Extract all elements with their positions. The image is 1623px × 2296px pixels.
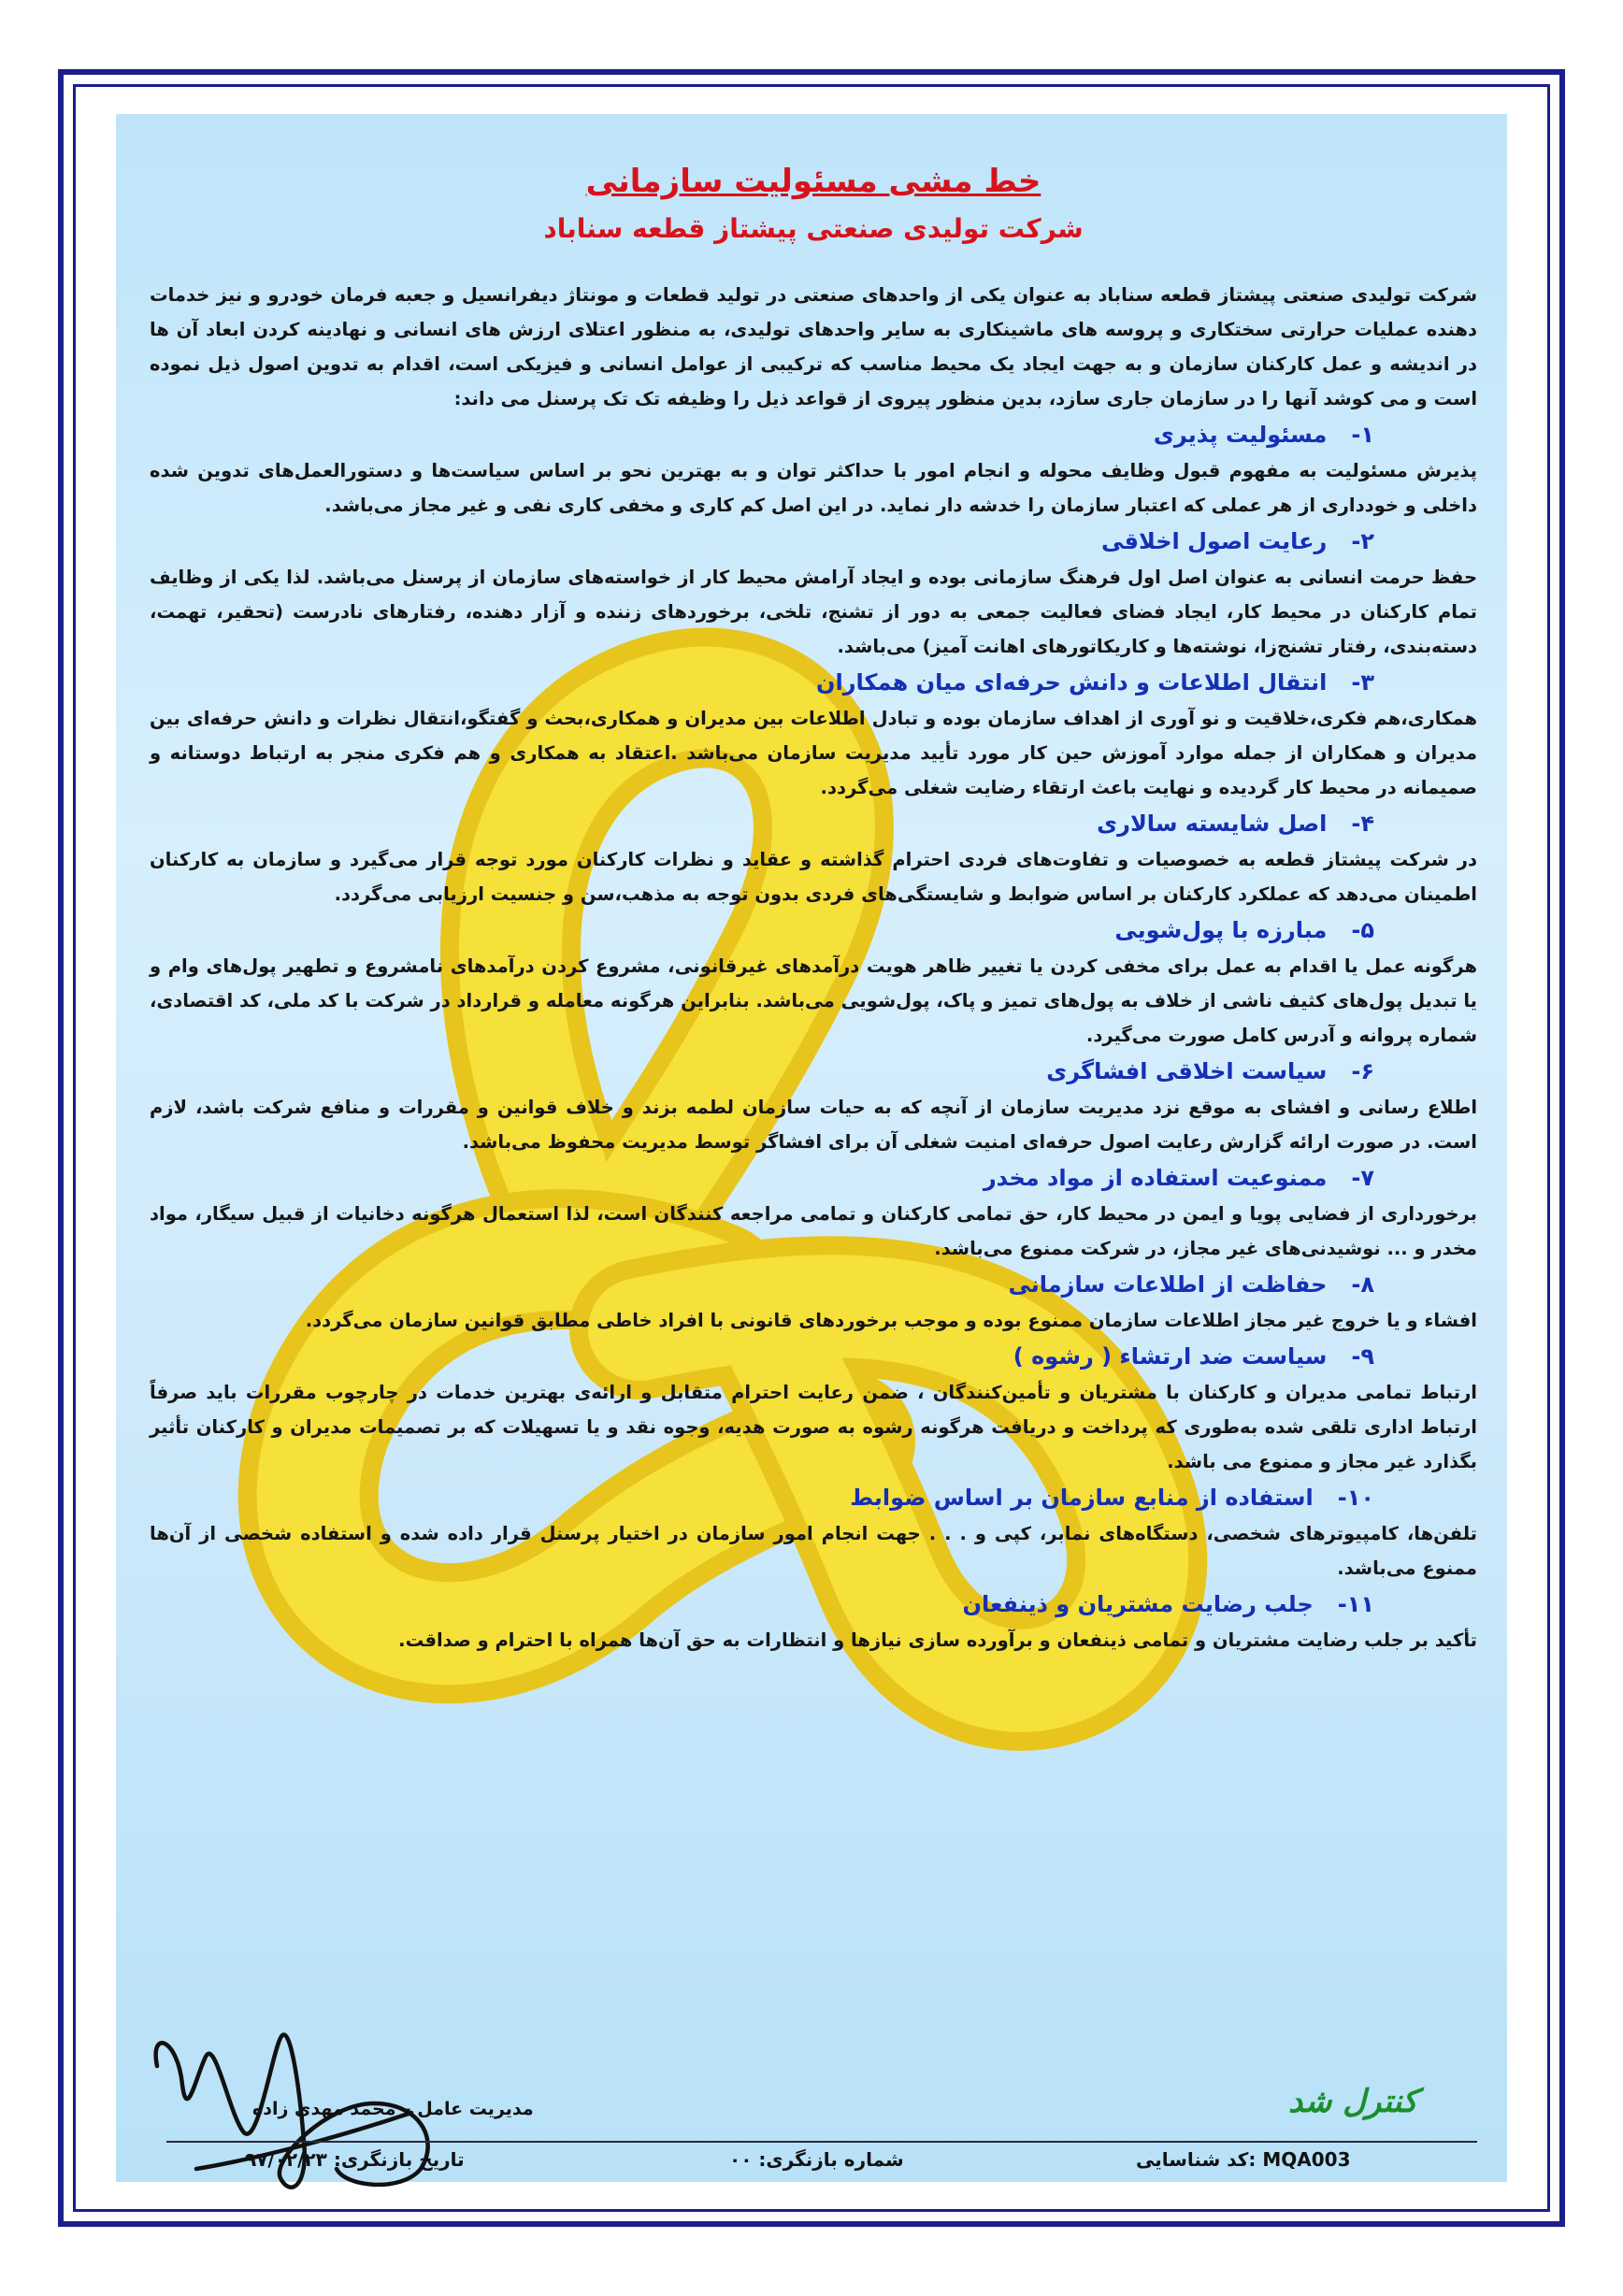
section-title: مسئولیت پذیری	[1153, 422, 1328, 448]
section-heading	[150, 811, 1374, 837]
section-number: ۱۱-	[1337, 1591, 1374, 1617]
revision-date: تاریخ بازنگری: ۹۷/۰۲/۲۳	[245, 2148, 465, 2171]
section-body: تلفن‌ها، کامپیوترهای شخصی، دستگاه‌های نمابر، کپی و . . . جهت انجام امور سازمان در اختیار پرسنل قرار داده شده و استفاده شخصی از آن‌ها ممنوع می‌باشد.	[150, 1523, 1477, 1579]
intro-paragraph: شرکت تولیدی صنعتی پیشتاز قطعه سناباد به عنوان یکی از واحدهای صنعتی در تولید قطعات و مونتاژ دیفرانسیل و جعبه فرمان خودرو و نیز خدمات دهنده عملیات حرارتی سختکاری و پروسه های ماشینکاری به سایر واحدهای تولیدی، به منظور اعتلای ارزش های انسانی و نهادینه کردن ابعاد آن ها در اندیشه و عمل کارکنان سازمان و به جهت ایجاد یک محیط مناسب که ترکیبی از عوامل انسانی و فیزیکی است، اقدام به تدوین اصول ذیل نموده است و می کوشد آنها را در سازمان جاری سازد، بدین منظور پیروی از قواعد ذیل را وظیفه تک تک پرسنل می داند:	[150, 284, 1477, 409]
footer-divider	[166, 2141, 1477, 2143]
section-body: افشاء و یا خروج غیر مجاز اطلاعات سازمان ممنوع بوده و موجب برخوردهای قانونی با افراد خاطی مطابق قوانین سازمان می‌گردد.	[305, 1310, 1477, 1331]
section-body: برخورداری از فضایی پویا و ایمن در محیط کار، حق تمامی کارکنان و تمامی مراجعه کنندگان است، لذا استعمال هرگونه دخانیات از قبیل سیگار، مواد مخدر و ... نوشیدنی‌های غیر مجاز، در شرکت ممنوع می‌باشد.	[150, 1203, 1477, 1259]
section-heading	[150, 528, 1374, 554]
document-content	[150, 135, 1477, 1657]
section-number: ۷-	[1351, 1165, 1374, 1191]
section-heading	[150, 1343, 1374, 1370]
section-number: ۳-	[1351, 669, 1374, 696]
section-heading	[150, 669, 1374, 696]
section-body: حفظ حرمت انسانی به عنوان اصل اول فرهنگ سازمانی بوده و ایجاد آرامش محیط کار از خواسته‌های سازمان از پرسنل می‌باشد. لذا یکی از وظایف تمام کارکنان در محیط کار، ایجاد فضای فعالیت جمعی به دور از تشنج، تلخی، برخوردهای زننده و آزار دهنده، رفتارهای نادرست (تحقیر، تهمت، دسته‌بندی، رفتار تشنج‌زا، نوشته‌ها و کاریکاتورهای اهانت آمیز) می‌باشد.	[150, 567, 1477, 657]
section-number: ۸-	[1351, 1271, 1374, 1298]
section-body: اطلاع رسانی و افشای به موقع نزد مدیریت سازمان از آنچه که به حیات سازمان لطمه بزند و خلاف قوانین و مقررات و منافع شرکت باشد، لازم است. در صورت ارائه گزارش رعایت اصول حرفه‌ای امنیت شغلی آن برای افشاگر توسط مدیریت محفوظ می‌باشد.	[150, 1097, 1477, 1153]
manager-name: مدیریت عامل – محمد مهدی زاده	[252, 2099, 534, 2119]
document-title: خط مشی مسئولیت سازمانی	[585, 163, 1041, 200]
section-title: انتقال اطلاعات و دانش حرفه‌ای میان همکاران	[816, 669, 1328, 696]
section-heading	[150, 917, 1374, 943]
section-heading	[150, 1058, 1374, 1084]
policy-sections	[150, 422, 1477, 1657]
section-body: ارتباط تمامی مدیران و کارکنان با مشتریان و تأمین‌کنندگان ، ضمن رعایت احترام متقابل و ارائه‌ی بهترین خدمات در چارچوب مقررات باید صرفاً ارتباط اداری تلقی شده به‌طوری که پرداخت و دریافت هرگونه رشوه به صورت هدیه، وجوه نقد و یا تسهیلات که بر تصمیمات مدیران و کارکنان تأثیر بگذارد غیر مجاز و ممنوع می باشد.	[150, 1382, 1477, 1472]
section-heading	[150, 1165, 1374, 1191]
revision-number: شماره بازنگری: ۰۰	[729, 2148, 904, 2171]
section-body: تأکید بر جلب رضایت مشتریان و تمامی ذینفعان و برآورده سازی نیازها و انتظارات به حق آن‌ها همراه با احترام و صداقت.	[398, 1629, 1477, 1651]
document-panel	[116, 114, 1507, 2182]
section-heading	[150, 422, 1374, 448]
section-body: در شرکت پیشتاز قطعه به خصوصیات و تفاوت‌های فردی احترام گذاشته و عقاید و نظرات کارکنان مورد توجه قرار می‌گیرد و سازمان به کارکنان اطمینان می‌دهد که عملکرد کارکنان بر اساس ضوابط و شایستگی‌های فردی بدون توجه به مذهب،سن و جنسیت ارزیابی می‌گردد.	[150, 849, 1477, 905]
section-number: ۱۰-	[1337, 1485, 1374, 1511]
section-number: ۴-	[1351, 811, 1374, 837]
section-title: استفاده از منابع سازمان بر اساس ضوابط	[850, 1485, 1314, 1511]
section-heading	[150, 1271, 1374, 1298]
section-heading	[150, 1591, 1374, 1617]
section-body: پذیرش مسئولیت به مفهوم قبول وظایف محوله و انجام امور با حداکثر توان و به بهترین نحو بر اساس سیاست‌ها و دستورالعمل‌های تدوین شده داخلی و خودداری از هر عملی که اعتبار سازمان را خدشه دار نماید. در این اصل کم کاری و مخفی کاری نفی و غیر مجاز می‌باشد.	[150, 460, 1477, 516]
section-number: ۵-	[1351, 917, 1374, 943]
section-heading	[150, 1485, 1374, 1511]
section-body: همکاری،هم فکری،خلاقیت و نو آوری از اهداف سازمان بوده و تبادل اطلاعات بین مدیران و همکاری،بحث و گفتگو،انتقال نظرات و دانش حرفه‌ای بین مدیران و همکاران از جمله موارد آموزش حین کار مورد تأیید مدیریت سازمان می‌باشد .اعتقاد به همکاری و هم فکری منجر به ارتباط دوستانه و صمیمانه در محیط کار گردیده و نهایت باعث ارتقاء رضایت شغلی می‌گردد.	[150, 708, 1477, 798]
section-number: ۹-	[1351, 1343, 1374, 1370]
document-code: کد شناسایی: MQA003	[1136, 2148, 1351, 2171]
section-number: ۲-	[1351, 528, 1374, 554]
section-body: هرگونه عمل یا اقدام به عمل برای مخفی کردن یا تغییر ظاهر هویت درآمدهای غیرقانونی، مشروع کردن درآمدهای نامشروع و تطهیر پول‌های وام و یا تبدیل پول‌های کثیف ناشی از خلاف به پول‌های تمیز و پاک، پول‌شویی می‌باشد. بنابراین هرگونه معامله و قرارداد در شرکت با کد ملی، کد اقتصادی، شماره پروانه و آدرس کامل صورت می‌گیرد.	[150, 955, 1477, 1046]
section-title: مبارزه با پول‌شویی	[1114, 917, 1328, 943]
section-title: اصل شایسته سالاری	[1097, 811, 1328, 837]
section-title: حفاظت از اطلاعات سازمانی	[1008, 1271, 1328, 1298]
section-title: سیاست اخلاقی افشاگری	[1046, 1058, 1328, 1084]
company-name: شرکت تولیدی صنعتی پیشتاز قطعه سناباد	[543, 213, 1084, 244]
section-title: جلب رضایت مشتریان و ذینفعان	[962, 1591, 1314, 1617]
section-number: ۶-	[1351, 1058, 1374, 1084]
control-stamp: کنترل شد	[1288, 2083, 1418, 2120]
section-title: رعایت اصول اخلاقی	[1100, 528, 1328, 554]
section-title: سیاست ضد ارتشاء ( رشوه )	[1013, 1343, 1328, 1370]
section-number: ۱-	[1351, 422, 1374, 448]
section-title: ممنوعیت استفاده از مواد مخدر	[983, 1165, 1328, 1191]
